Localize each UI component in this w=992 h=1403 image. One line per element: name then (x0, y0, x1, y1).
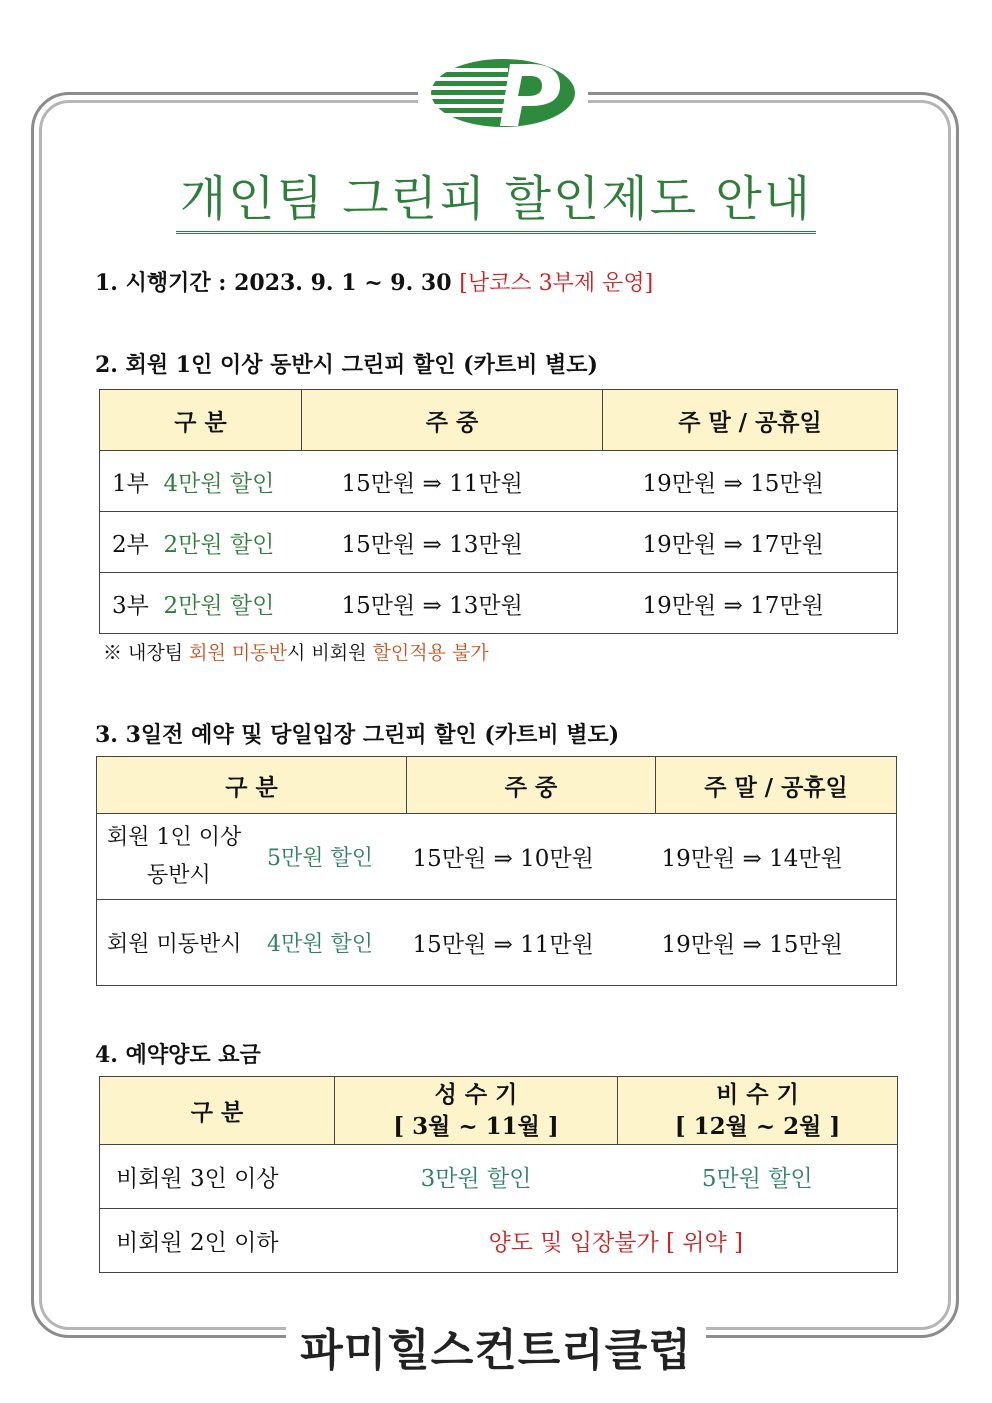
s2-row-weekday: 15만원 ⇒ 11만원 (302, 451, 603, 512)
s3-header-weekend: 주 말 / 공휴일 (656, 757, 897, 814)
club-name-footer: 파미힐스컨트리클럽 (0, 1314, 992, 1378)
s2-header-weekday: 주 중 (302, 390, 603, 451)
section2-heading: 2. 회원 1인 이상 동반시 그린피 할인 (카트비 별도) (95, 352, 598, 378)
s4-header-off: 비 수 기 [ 12월 ~ 2월 ] (618, 1077, 898, 1145)
s2-row-weekday: 15만원 ⇒ 13만원 (302, 573, 603, 634)
s3-row-weekday: 15만원 ⇒ 10만원 (407, 814, 656, 900)
s3-row-weekend: 19만원 ⇒ 14만원 (656, 814, 897, 900)
s2-row-weekday: 15만원 ⇒ 13만원 (302, 512, 603, 573)
table-row (100, 1209, 898, 1273)
s4-row-category: 비회원 3인 이상 (100, 1145, 335, 1209)
s4-row-peak: 3만원 할인 (335, 1145, 618, 1209)
s3-header-cat: 구 분 (97, 757, 407, 814)
s4-row-off: 5만원 할인 (618, 1145, 898, 1209)
table-row (100, 451, 898, 512)
section1-highlight: [남코스 3부제 운영] (459, 271, 654, 296)
s2-header-cat: 구 분 (100, 390, 302, 451)
s4-row-category: 비회원 2인 이하 (100, 1209, 335, 1273)
section1-period: 1. 시행기간 : 2023. 9. 1 ~ 9. 30 [남코스 3부제 운영] (95, 270, 654, 296)
s4-row-merged: 양도 및 입장불가 [ 위약 ] (335, 1209, 898, 1273)
section4-heading: 4. 예약양도 요금 (95, 1042, 261, 1068)
table-row (100, 573, 898, 634)
section4-table (99, 1076, 898, 1273)
s3-row-weekday: 15만원 ⇒ 11만원 (407, 900, 656, 986)
s3-row-weekend: 19만원 ⇒ 15만원 (656, 900, 897, 986)
page-title: 개인팀 그린피 할인제도 안내 (0, 160, 992, 229)
s2-header-weekend: 주 말 / 공휴일 (603, 390, 898, 451)
s2-row-weekend: 19만원 ⇒ 15만원 (603, 451, 898, 512)
s4-header-cat: 구 분 (100, 1077, 335, 1145)
table-row (97, 900, 897, 986)
s2-row-part: 3부 2만원 할인 (100, 573, 302, 634)
table-row (100, 1145, 898, 1209)
s4-header-peak: 성 수 기 [ 3월 ~ 11월 ] (335, 1077, 618, 1145)
table-row (97, 814, 897, 900)
section3-table (96, 756, 897, 986)
s3-row-category: 회원 미동반시 4만원 할인 (97, 900, 407, 986)
club-logo (418, 50, 588, 136)
section3-heading: 3. 3일전 예약 및 당일입장 그린피 할인 (카트비 별도) (95, 722, 620, 748)
section2-table (99, 389, 898, 634)
s3-row-category: 회원 1인 이상 동반시 5만원 할인 (97, 814, 407, 900)
s3-header-weekday: 주 중 (407, 757, 656, 814)
s2-row-weekend: 19만원 ⇒ 17만원 (603, 573, 898, 634)
s2-row-weekend: 19만원 ⇒ 17만원 (603, 512, 898, 573)
s2-row-part: 1부 4만원 할인 (100, 451, 302, 512)
section2-note: ※ 내장팀 회원 미동반시 비회원 할인적용 불가 (103, 642, 489, 664)
table-row (100, 512, 898, 573)
s2-row-part: 2부 2만원 할인 (100, 512, 302, 573)
